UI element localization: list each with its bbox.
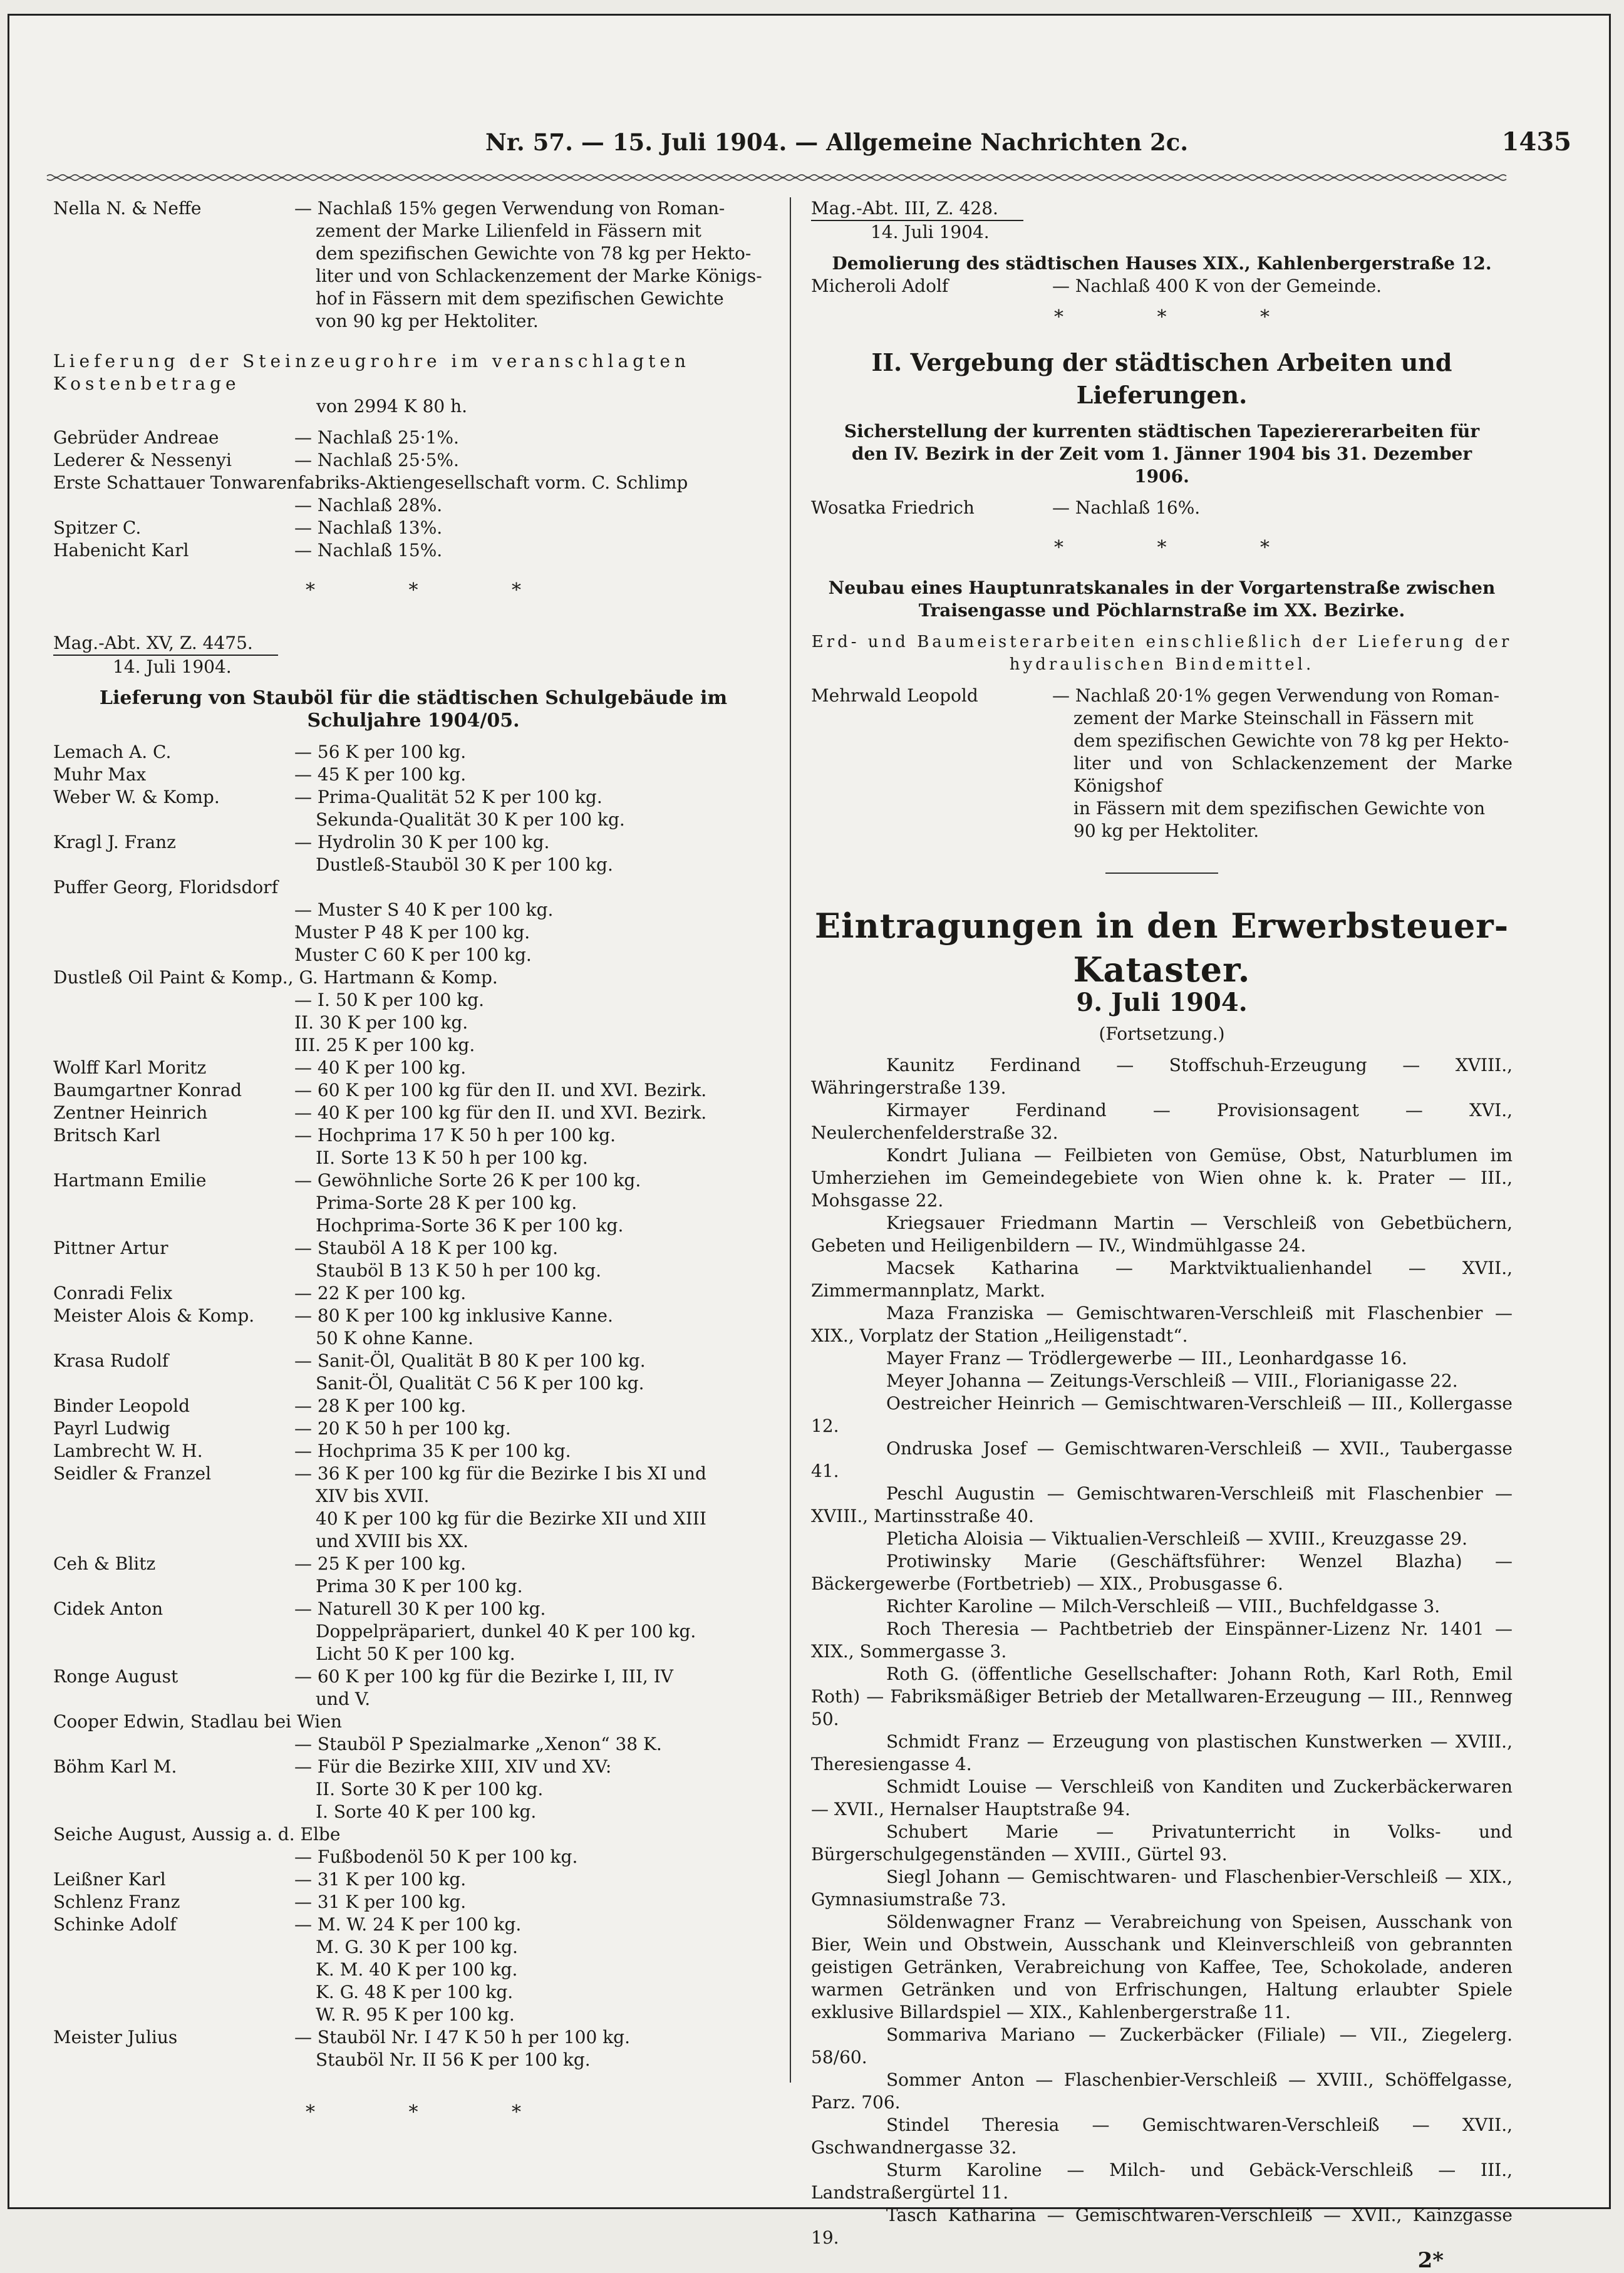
bid-line: II. 30 K per 100 kg. <box>294 1012 468 1033</box>
kanal-title: Neubau eines Hauptunratskanales in der Vorgartenstraße zwischen Traisengasse und Pöchlarnstraße im XX. Bezirke. <box>828 577 1496 621</box>
separator-stars-end: * * * <box>305 2101 566 2123</box>
offer-entry <box>53 1868 773 1891</box>
bid-line: — 56 K per 100 kg. <box>294 742 467 762</box>
bidder-name: Ceh & Blitz <box>53 1553 156 1574</box>
bid-line: — Prima-Qualität 52 K per 100 kg. <box>294 787 603 807</box>
offer-entry <box>811 275 1513 298</box>
offer-entry <box>53 876 773 966</box>
bid-line: I. Sorte 40 K per 100 kg. <box>316 1801 537 1822</box>
bidder-name: Kragl J. Franz <box>53 832 176 852</box>
bid-line: zement der Marke Lilienfeld in Fässern mit <box>316 220 701 241</box>
kataster-entry: Söldenwagner Franz — Verabreichung von Speisen, Ausschank von Bier, Wein und Obstwein, Ausschank und Kleinverschleiß von gebrannten geistigen Getränken, Verabreichung von Kaffee, Tee, Schokolade, anderen warmen Getränken und von Erfrischungen, Haltung erlaubter Spiele exklusive Billardspiel — XIX., Kahlenbergerstraße 11. <box>811 1912 1513 2022</box>
offer-entry <box>53 1282 773 1305</box>
bid-line: Dustleß-Stauböl 30 K per 100 kg. <box>316 854 613 875</box>
bid-detail <box>1052 275 1513 298</box>
bid-line: — 45 K per 100 kg. <box>294 764 467 785</box>
bid-line: von 90 kg per Hektoliter. <box>316 311 539 331</box>
bid-line: dem spezifischen Gewichte von 78 kg per Hekto- <box>1073 730 1509 751</box>
offer-entry <box>53 1891 773 1913</box>
bidder-name: Lederer & Nessenyi <box>53 450 232 470</box>
bid-line: — Nachlaß 400 K von der Gemeinde. <box>1052 276 1382 296</box>
kataster-entry: Siegl Johann — Gemischtwaren- und Flaschenbier-Verschleiß — XIX., Gymnasiumstraße 73. <box>811 1867 1513 1910</box>
column-divider <box>790 197 791 2083</box>
newspaper-page <box>8 14 1611 2273</box>
bid-detail <box>294 741 773 764</box>
offer-entry <box>53 764 773 786</box>
bidder-name: Britsch Karl <box>53 1125 161 1146</box>
kanal-offer <box>811 685 1513 842</box>
bid-line: — Sanit-Öl, Qualität B 80 K per 100 kg. <box>294 1350 646 1371</box>
bidder-name: Seidler & Franzel <box>53 1463 212 1484</box>
bid-line: hof in Fässern mit dem spezifischen Gewichte <box>316 288 724 309</box>
bid-line: Licht 50 K per 100 kg. <box>316 1644 515 1664</box>
kataster-entry: Protiwinsky Marie (Geschäftsführer: Wenzel Blazha) — Bäckergewerbe (Fortbetrieb) — XIX., Probusgasse 6. <box>811 1551 1513 1594</box>
bid-detail <box>294 1282 773 1305</box>
kanal-subtitle: Erd- und Baumeisterarbeiten einschließlich der Lieferung der hydraulischen Bindemittel. <box>811 633 1513 674</box>
bid-line: — 40 K per 100 kg für den II. und XVI. Bezirk. <box>294 1102 707 1123</box>
bidder-name: Krasa Rudolf <box>53 1350 169 1371</box>
bid-line: — Nachlaß 16%. <box>1052 497 1201 518</box>
offer-entry <box>53 1823 773 1868</box>
offer-list-lime <box>53 197 773 333</box>
bidder-name: Hartmann Emilie <box>53 1170 207 1191</box>
kataster-entry: Mayer Franz — Trödlergewerbe — III., Leonhardgasse 16. <box>886 1348 1407 1369</box>
bid-line: dem spezifischen Gewichte von 78 kg per Hekto- <box>316 243 752 264</box>
bidder-name: Meister Julius <box>53 2027 178 2048</box>
offer-entry <box>53 427 773 449</box>
bid-detail <box>294 539 773 562</box>
bid-detail <box>294 1598 773 1665</box>
bid-line: — Stauböl P Spezialmarke „Xenon“ 38 K. <box>294 1734 662 1754</box>
bid-detail <box>1052 685 1513 842</box>
bidder-name: Lemach A. C. <box>53 742 172 762</box>
bid-line: — Nachlaß 25·5%. <box>294 450 459 470</box>
kataster-entry: Sommariva Mariano — Zuckerbäcker (Filiale) — VII., Ziegelerg. 58/60. <box>811 2024 1513 2068</box>
bid-line: — Hochprima 35 K per 100 kg. <box>294 1441 571 1461</box>
bidder-name: Zentner Heinrich <box>53 1102 208 1123</box>
bidder-name: Cidek Anton <box>53 1598 163 1619</box>
kataster-entry: Meyer Johanna — Zeitungs-Verschleiß — VIII., Florianigasse 22. <box>886 1370 1458 1391</box>
bidder-name: Leißner Karl <box>53 1869 166 1890</box>
bid-detail <box>294 449 773 472</box>
bid-line: 90 kg per Hektoliter. <box>1073 821 1259 841</box>
bid-detail <box>294 1417 773 1440</box>
bid-line: — 60 K per 100 kg für den II. und XVI. Bezirk. <box>294 1080 707 1100</box>
bid-line: liter und von Schlackenzement der Marke Königs- <box>316 266 762 286</box>
offer-entry <box>53 1237 773 1282</box>
kataster-entry: Peschl Augustin — Gemischtwaren-Verschleiß mit Flaschenbier — XVIII., Martinsstraße 40. <box>811 1483 1513 1526</box>
bidder-name: Pittner Artur <box>53 1238 168 1258</box>
bid-detail <box>294 1440 773 1463</box>
offer-entry <box>53 786 773 831</box>
offer-list-steinzeug-2 <box>53 517 773 562</box>
kataster-entry: Kaunitz Ferdinand — Stoffschuh-Erzeugung — XVIII., Währingerstraße 139. <box>811 1055 1513 1098</box>
offer-entry <box>53 1711 773 1756</box>
steinzeug-line-1: Lieferung der Steinzeugrohre im veranschlagten Kostenbetrage <box>53 351 690 394</box>
bidder-name: Lambrecht W. H. <box>53 1441 203 1461</box>
offer-entry <box>53 1440 773 1463</box>
bid-detail <box>294 831 773 876</box>
schattau-entry <box>53 472 773 517</box>
bid-line: in Fässern mit dem spezifischen Gewichte von <box>1073 798 1486 819</box>
bid-line: — Muster S 40 K per 100 kg. <box>294 899 554 920</box>
offer-entry <box>53 449 773 472</box>
bidder-name: Böhm Karl M. <box>53 1756 177 1777</box>
bid-line: — Nachlaß 20·1% gegen Verwendung von Roman- <box>1052 685 1500 706</box>
bid-line: zement der Marke Steinschall in Fässern mit <box>1073 708 1474 728</box>
bid-line: — Naturell 30 K per 100 kg. <box>294 1598 546 1619</box>
kataster-entry: Stindel Theresia — Gemischtwaren-Verschleiß — XVII., Gschwandnergasse 32. <box>811 2115 1513 2158</box>
offer-entry <box>53 1395 773 1417</box>
offer-entry <box>53 1350 773 1395</box>
bid-detail <box>294 517 773 539</box>
kataster-entry: Oestreicher Heinrich — Gemischtwaren-Verschleiß — III., Kollergasse 12. <box>811 1393 1513 1436</box>
kataster-entry: Pleticha Aloisia — Viktualien-Verschleiß — XVIII., Kreuzgasse 29. <box>886 1528 1467 1549</box>
header-wavy-rule <box>47 172 1500 182</box>
bid-detail <box>294 1665 773 1711</box>
separator-stars: * * * <box>305 579 566 601</box>
bid-detail <box>294 1350 773 1395</box>
offer-entry <box>53 1756 773 1823</box>
bid-line: — Nachlaß 13%. <box>294 517 443 538</box>
kataster-entry: Richter Karoline — Milch-Verschleiß — VIII., Buchfeldgasse 3. <box>886 1596 1440 1617</box>
bid-line: — 36 K per 100 kg für die Bezirke I bis XI und <box>294 1463 706 1484</box>
kataster-entry: Maza Franziska — Gemischtwaren-Verschleiß mit Flaschenbier — XIX., Vorplatz der Station „Heiligenstadt“. <box>811 1303 1513 1346</box>
offer-entry <box>53 517 773 539</box>
bidder-name: Puffer Georg, Floridsdorf <box>53 877 278 898</box>
bid-detail <box>294 1057 773 1079</box>
section-title: II. Vergebung der städtischen Arbeiten und Lieferungen. <box>871 348 1452 409</box>
bid-line: Stauböl Nr. II 56 K per 100 kg. <box>316 2049 591 2070</box>
left-column <box>53 197 773 2124</box>
offer-entry <box>53 741 773 764</box>
bid-line: M. G. 30 K per 100 kg. <box>316 1937 518 1957</box>
offer-entry <box>53 1057 773 1079</box>
bidder-name: Payrl Ludwig <box>53 1418 170 1439</box>
mag-number: Mag.-Abt. XV, Z. 4475. <box>53 632 278 656</box>
bid-detail <box>294 1395 773 1417</box>
mag-reference <box>53 632 773 678</box>
bidder-name: Weber W. & Komp. <box>53 787 220 807</box>
bid-line: — Stauböl Nr. I 47 K 50 h per 100 kg. <box>294 2027 630 2048</box>
bid-line: — Hochprima 17 K 50 h per 100 kg. <box>294 1125 616 1146</box>
bid-line <box>294 876 773 899</box>
bidder-name: Nella N. & Neffe <box>53 198 202 219</box>
bid-detail <box>294 1823 773 1868</box>
offer-entry <box>53 1079 773 1102</box>
mag-date-right: 14. Juli 1904. <box>871 222 990 242</box>
bidder-name: Muhr Max <box>53 764 147 785</box>
bid-line: Prima 30 K per 100 kg. <box>316 1576 523 1597</box>
kataster-entry: Ondruska Josef — Gemischtwaren-Verschleiß — XVII., Taubergasse 41. <box>811 1438 1513 1481</box>
bid-line: Sekunda-Qualität 30 K per 100 kg. <box>316 809 625 830</box>
bid-detail <box>294 786 773 831</box>
bid-line: — 20 K 50 h per 100 kg. <box>294 1418 511 1439</box>
bidder-name: Baumgartner Konrad <box>53 1080 242 1100</box>
bidder-name: Schinke Adolf <box>53 1914 177 1935</box>
bid-detail <box>294 1913 773 2026</box>
bid-line: — 28 K per 100 kg. <box>294 1395 467 1416</box>
bid-line: — 31 K per 100 kg. <box>294 1892 467 1912</box>
bidder-name: Dustleß Oil Paint & Komp., G. Hartmann & Komp. <box>53 967 498 988</box>
bid-detail <box>294 1553 773 1598</box>
fortsetzung-label: (Fortsetzung.) <box>1099 1023 1225 1044</box>
bid-line: und V. <box>316 1689 371 1709</box>
kataster-entry: Schubert Marie — Privatunterricht in Volks- und Bürgerschulgegenständen — XVIII., Gürtel 93. <box>811 1821 1513 1865</box>
offer-entry <box>53 1913 773 2026</box>
bid-line: — Stauböl A 18 K per 100 kg. <box>294 1238 559 1258</box>
bid-detail <box>294 876 773 966</box>
bidder-name: Seiche August, Aussig a. d. Elbe <box>53 1824 341 1845</box>
offer-entry <box>811 497 1513 519</box>
kataster-entry: Macsek Katharina — Marktviktualienhandel — XVII., Zimmermannplatz, Markt. <box>811 1258 1513 1301</box>
kataster-entry: Roth G. (öffentliche Gesellschafter: Johann Roth, Karl Roth, Emil Roth) — Fabriksmäßiger Betrieb der Metallwaren-Erzeugung — III., Rennweg 50. <box>811 1664 1513 1729</box>
steinzeug-heading <box>53 350 773 418</box>
bidder-name: Wosatka Friedrich <box>811 497 975 518</box>
offer-entry <box>53 1124 773 1169</box>
tapez-title: Sicherstellung der kurrenten städtischen Tapeziererarbeiten für den IV. Bezirk in der Zeit vom 1. Jänner 1904 bis 31. Dezember 1906. <box>844 421 1480 487</box>
bid-detail <box>294 1711 773 1756</box>
right-column <box>811 197 1513 2272</box>
bid-line: W. R. 95 K per 100 kg. <box>316 2004 515 2025</box>
kataster-entry: Roch Theresia — Pachtbetrieb der Einspänner-Lizenz Nr. 1401 — XIX., Sommergasse 3. <box>811 1618 1513 1662</box>
bid-line: Hochprima-Sorte 36 K per 100 kg. <box>316 1215 624 1236</box>
bid-detail <box>294 1756 773 1823</box>
offer-entry <box>53 966 773 1057</box>
offer-entry <box>53 539 773 562</box>
bidder-name: Wolff Karl Moritz <box>53 1057 207 1078</box>
kataster-entries <box>811 1054 1513 2249</box>
staub-title: Lieferung von Stauböl für die städtischen Schulgebäude im Schuljahre 1904/05. <box>99 687 728 732</box>
offer-entry <box>53 831 773 876</box>
bidder-name: Schlenz Franz <box>53 1892 180 1912</box>
page-number: 1435 <box>1501 127 1571 157</box>
bidder-name: Habenicht Karl <box>53 540 189 561</box>
page-header-title: Nr. 57. — 15. Juli 1904. — Allgemeine Nachrichten 2c. <box>485 128 1189 156</box>
kataster-entry: Schmidt Franz — Erzeugung von plastischen Kunstwerken — XVIII., Theresiengasse 4. <box>811 1731 1513 1774</box>
offer-entry <box>53 2026 773 2071</box>
mag-reference-right <box>811 197 1513 244</box>
bid-detail <box>294 764 773 786</box>
kataster-entry: Sturm Karoline — Milch- und Gebäck-Verschleiß — III., Landstraßergürtel 11. <box>811 2160 1513 2203</box>
bid-line: III. 25 K per 100 kg. <box>294 1035 475 1055</box>
staub-offers <box>53 741 773 2071</box>
bid-line: — Für die Bezirke XIII, XIV und XV: <box>294 1756 612 1777</box>
bidder-name: Binder Leopold <box>53 1395 190 1416</box>
bid-line: — M. W. 24 K per 100 kg. <box>294 1914 522 1935</box>
bidder-name: Meister Alois & Komp. <box>53 1305 255 1326</box>
offer-entry <box>53 1553 773 1598</box>
bid-line: — 25 K per 100 kg. <box>294 1553 467 1574</box>
bid-detail <box>1052 497 1513 519</box>
bid-line: — 22 K per 100 kg. <box>294 1283 467 1303</box>
separator-stars-right-1: * * * <box>1053 306 1314 328</box>
bid-detail <box>294 1868 773 1891</box>
bid-detail <box>294 1305 773 1350</box>
bid-line: — 80 K per 100 kg inklusive Kanne. <box>294 1305 613 1326</box>
bid-line: — Gewöhnliche Sorte 26 K per 100 kg. <box>294 1170 641 1191</box>
mag-number-right: Mag.-Abt. III, Z. 428. <box>811 197 1023 221</box>
bid-detail <box>294 1102 773 1124</box>
bid-line: Doppelpräpariert, dunkel 40 K per 100 kg. <box>316 1621 696 1642</box>
bid-detail <box>294 1463 773 1553</box>
kataster-entry: Tasch Katharina — Gemischtwaren-Verschleiß — XVII., Kainzgasse 19. <box>811 2205 1513 2248</box>
offer-entry <box>53 1305 773 1350</box>
mag-date: 14. Juli 1904. <box>113 656 232 677</box>
offer-entry <box>811 685 1513 842</box>
separator-stars-right-2: * * * <box>1053 537 1314 559</box>
bid-detail <box>294 1169 773 1237</box>
kataster-title: Eintragungen in den Erwerbsteuer-Kataster. <box>814 906 1509 990</box>
schattau-name: Erste Schattauer Tonwarenfabriks-Aktiengesellschaft vorm. C. Schlimp <box>53 472 688 493</box>
bid-detail <box>294 427 773 449</box>
demol-offer <box>811 275 1513 298</box>
bid-line: liter und von Schlackenzement der Marke Königshof <box>1073 753 1513 796</box>
bid-detail <box>294 1124 773 1169</box>
bid-detail <box>294 1079 773 1102</box>
bid-line: — 40 K per 100 kg. <box>294 1057 467 1078</box>
offer-entry <box>53 1417 773 1440</box>
bid-line: K. M. 40 K per 100 kg. <box>316 1959 518 1980</box>
schattau-detail: — Nachlaß 28%. <box>294 495 443 515</box>
bidder-name: Cooper Edwin, Stadlau bei Wien <box>53 1711 342 1732</box>
bid-line: — I. 50 K per 100 kg. <box>294 990 485 1010</box>
bid-line: XIV bis XVII. <box>316 1486 430 1506</box>
bid-line: — Fußbodenöl 50 K per 100 kg. <box>294 1846 578 1867</box>
bidder-name: Conradi Felix <box>53 1283 173 1303</box>
bid-line: 40 K per 100 kg für die Bezirke XII und XIII <box>316 1508 706 1529</box>
bid-detail <box>294 197 773 333</box>
kataster-entry: Sommer Anton — Flaschenbier-Verschleiß — XVIII., Schöffelgasse, Parz. 706. <box>811 2069 1513 2113</box>
bid-line: Sanit-Öl, Qualität C 56 K per 100 kg. <box>316 1373 644 1394</box>
sheet-signature: 2* <box>1417 2248 1444 2273</box>
offer-entry <box>53 1463 773 1553</box>
kataster-entry: Kirmayer Ferdinand — Provisionsagent — XVI., Neulerchenfelderstraße 32. <box>811 1100 1513 1143</box>
bid-line: Stauböl B 13 K 50 h per 100 kg. <box>316 1260 601 1281</box>
bid-line: Muster P 48 K per 100 kg. <box>294 922 530 943</box>
bid-line: K. G. 48 K per 100 kg. <box>316 1982 514 2002</box>
bid-line <box>294 1711 773 1733</box>
bid-line: 50 K ohne Kanne. <box>316 1328 473 1349</box>
offer-entry <box>53 1665 773 1711</box>
bid-line: — 31 K per 100 kg. <box>294 1869 467 1890</box>
bid-detail <box>294 2026 773 2071</box>
bidder-name: Ronge August <box>53 1666 178 1687</box>
steinzeug-line-2: von 2994 K 80 h. <box>316 396 468 417</box>
offer-entry <box>53 197 773 333</box>
bid-detail <box>294 1237 773 1282</box>
kataster-entry: Schmidt Louise — Verschleiß von Kanditen und Zuckerbäckerwaren — XVII., Hernalser Hauptstraße 94. <box>811 1776 1513 1820</box>
offer-entry <box>53 1169 773 1237</box>
bid-line: — Nachlaß 15% gegen Verwendung von Roman- <box>294 198 725 219</box>
bid-line: und XVIII bis XX. <box>316 1531 469 1551</box>
bid-line: Muster C 60 K per 100 kg. <box>294 945 532 965</box>
kataster-entry: Kondrt Juliana — Feilbieten von Gemüse, Obst, Naturblumen im Umherziehen im Gemeindegebiete von Wien ohne k. k. Prater — III., Mohsgasse 22. <box>811 1145 1513 1211</box>
tapez-offer <box>811 497 1513 519</box>
bid-line: — Nachlaß 25·1%. <box>294 427 459 448</box>
bid-line: — Nachlaß 15%. <box>294 540 443 561</box>
bid-line: — Hydrolin 30 K per 100 kg. <box>294 832 550 852</box>
bidder-name: Mehrwald Leopold <box>811 685 978 706</box>
bid-detail <box>294 1891 773 1913</box>
kataster-date: 9. Juli 1904. <box>1076 988 1248 1017</box>
offer-entry <box>53 1102 773 1124</box>
bid-line: II. Sorte 13 K 50 h per 100 kg. <box>316 1147 588 1168</box>
bid-line: — 60 K per 100 kg für die Bezirke I, III, IV <box>294 1666 673 1687</box>
bidder-name: Gebrüder Andreae <box>53 427 219 448</box>
bid-line: Prima-Sorte 28 K per 100 kg. <box>316 1193 577 1213</box>
kataster-entry: Kriegsauer Friedmann Martin — Verschleiß von Gebetbüchern, Gebeten und Heiligenbildern — IV., Windmühlgasse 24. <box>811 1213 1513 1256</box>
offer-entry <box>53 1598 773 1665</box>
bid-line <box>294 1823 773 1846</box>
bid-line: II. Sorte 30 K per 100 kg. <box>316 1779 544 1799</box>
offer-list-steinzeug <box>53 427 773 472</box>
bidder-name: Micheroli Adolf <box>811 276 949 296</box>
bidder-name: Spitzer C. <box>53 517 142 538</box>
demol-title: Demolierung des städtischen Hauses XIX., Kahlenbergerstraße 12. <box>832 253 1492 274</box>
